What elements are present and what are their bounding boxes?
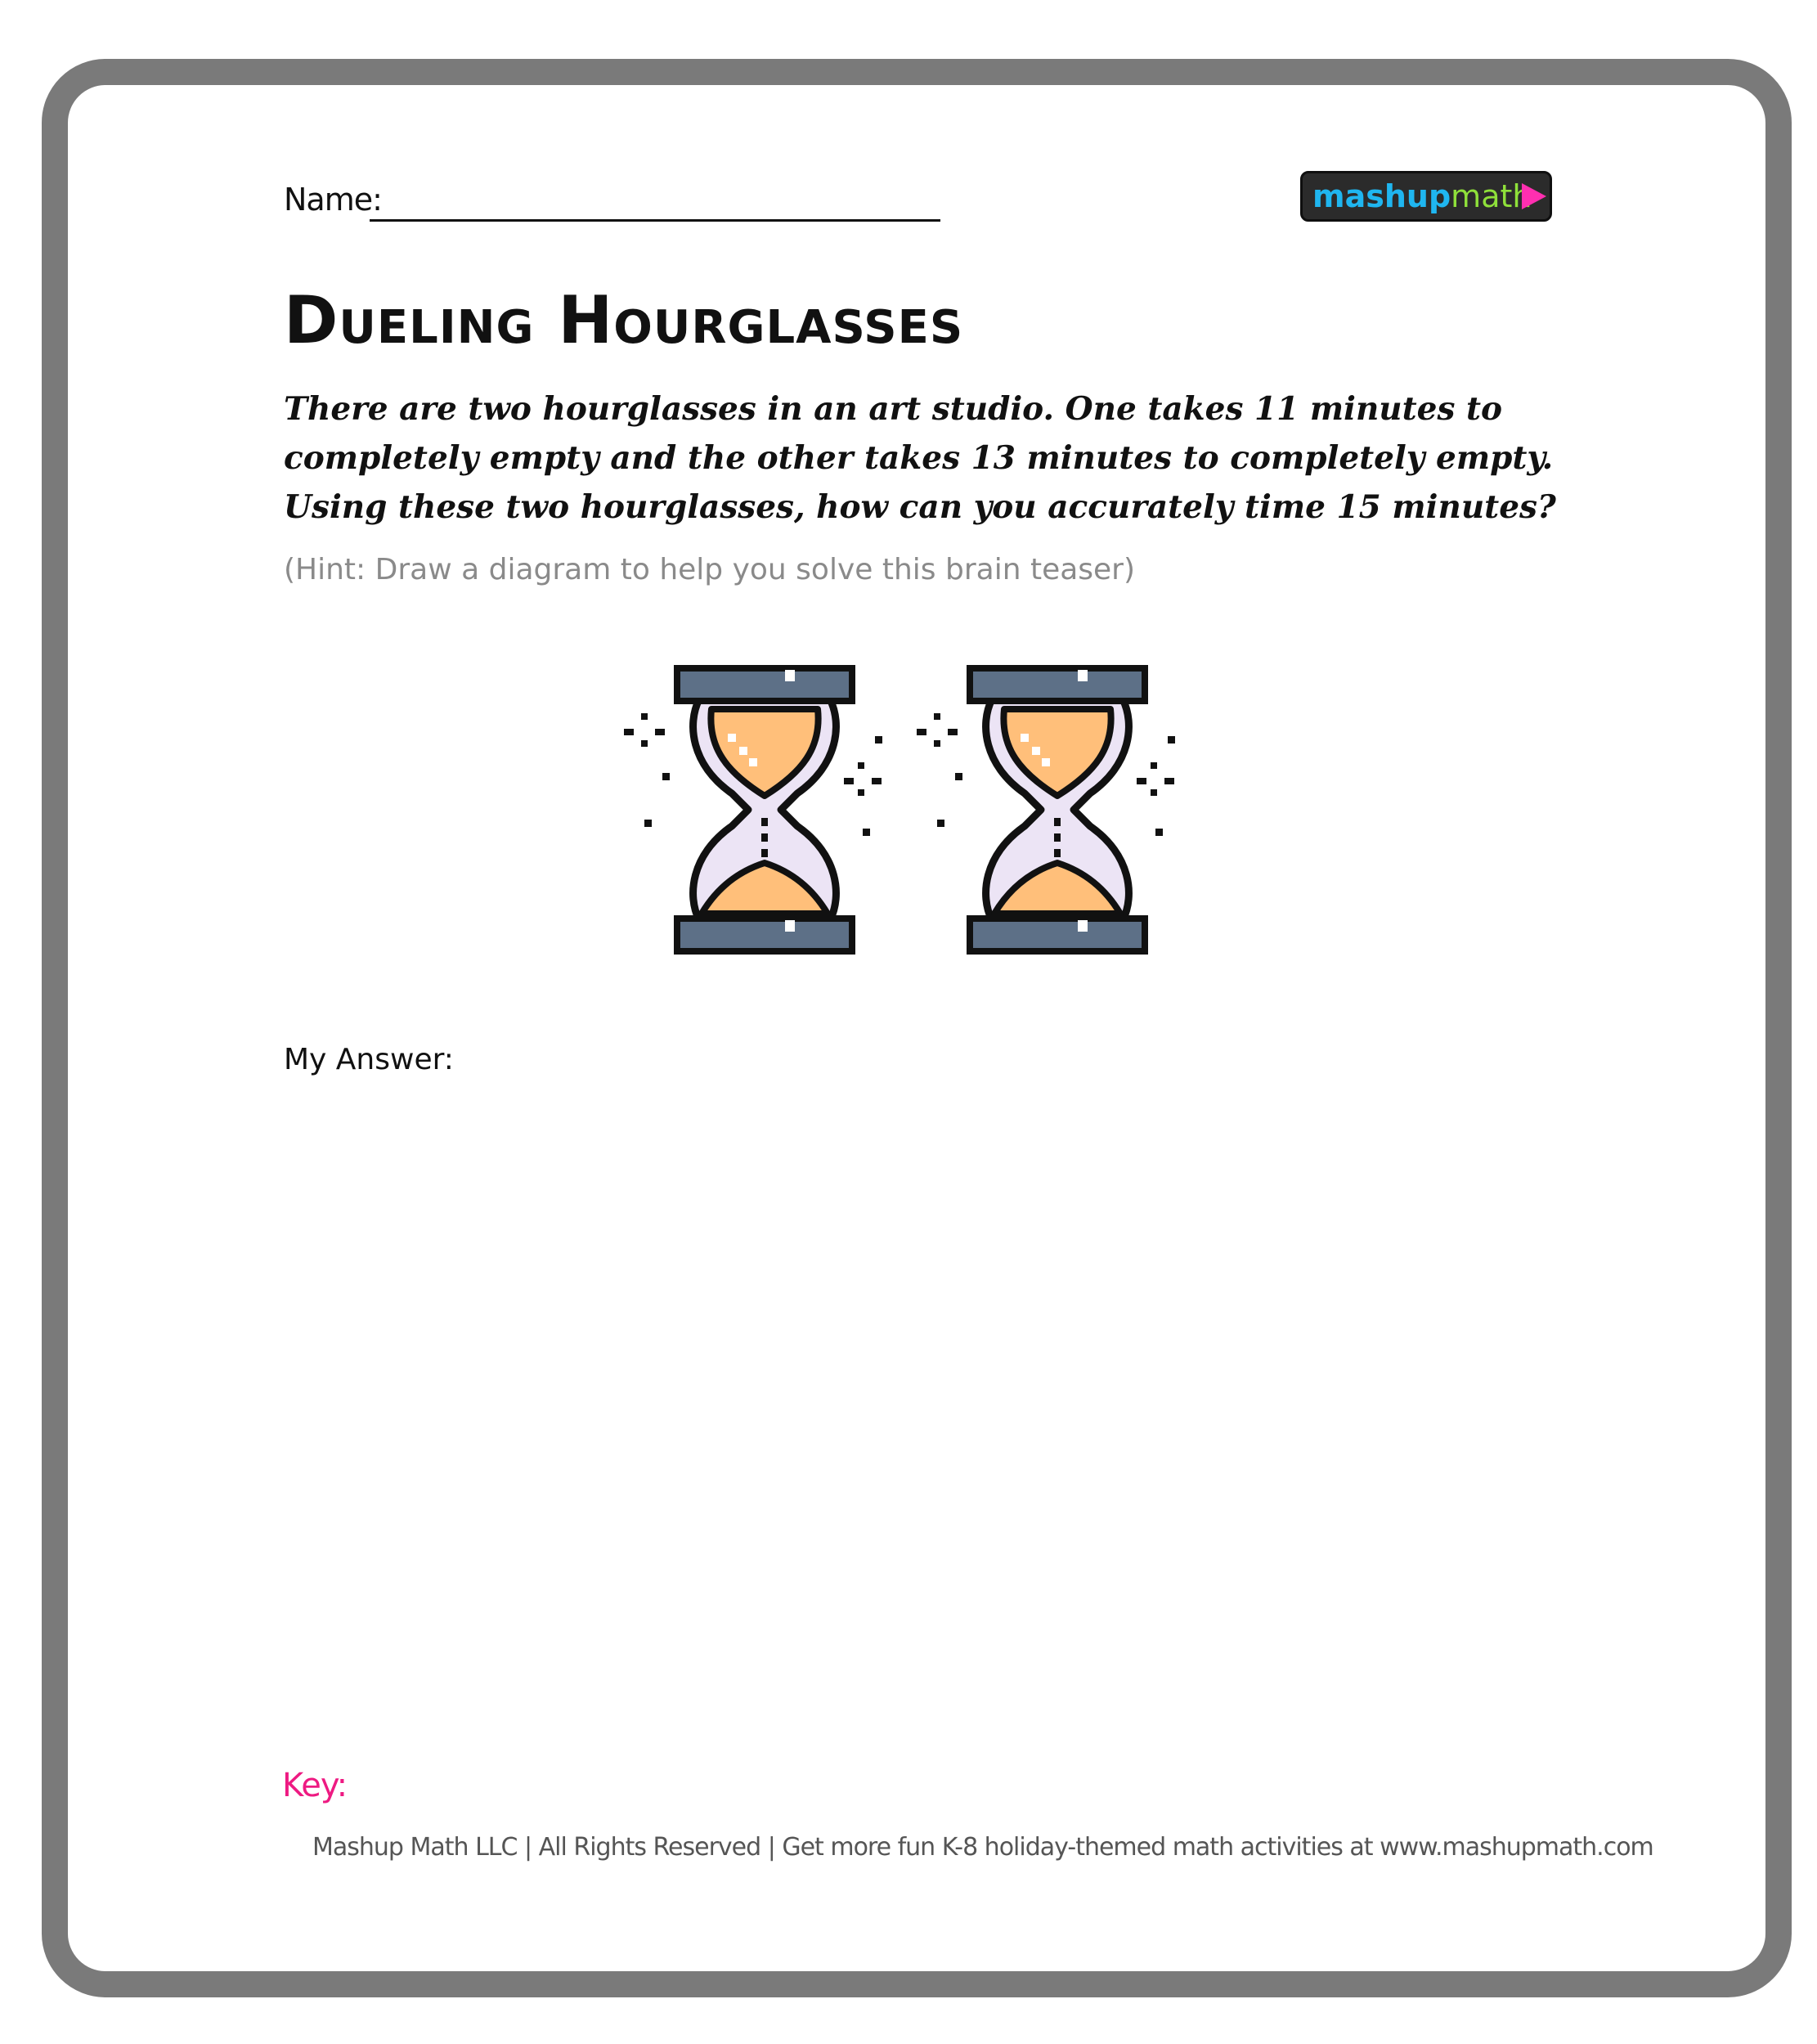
hourglass-icon bbox=[917, 668, 1175, 951]
problem-text: There are two hourglasses in an art studio. One takes 11 minutes to completely empty and the other takes 13 minutes to completely empty. Using these two hourglasses, how can you accurately time 15 minutes? bbox=[284, 390, 1556, 526]
logo-text-math: math bbox=[1451, 178, 1532, 214]
hourglasses-illustration bbox=[605, 658, 1227, 973]
footer-copyright: Mashup Math LLC | All Rights Reserved | Get more fun K-8 holiday-themed math activities at www.mashupmath.com bbox=[312, 1833, 1653, 1862]
hint-text: (Hint: Draw a diagram to help you solve this brain teaser) bbox=[284, 553, 1136, 586]
play-icon bbox=[1522, 183, 1546, 209]
answer-label: My Answer: bbox=[284, 1043, 454, 1076]
name-field-line[interactable] bbox=[370, 219, 940, 222]
logo-text-mashup: mashup bbox=[1312, 178, 1451, 214]
hourglass-icon bbox=[624, 668, 882, 951]
key-label: Key: bbox=[282, 1767, 348, 1804]
page-title: Dueling Hourglasses bbox=[284, 282, 964, 358]
mashupmath-logo[interactable] bbox=[1300, 171, 1552, 222]
name-label: Name: bbox=[284, 182, 382, 218]
